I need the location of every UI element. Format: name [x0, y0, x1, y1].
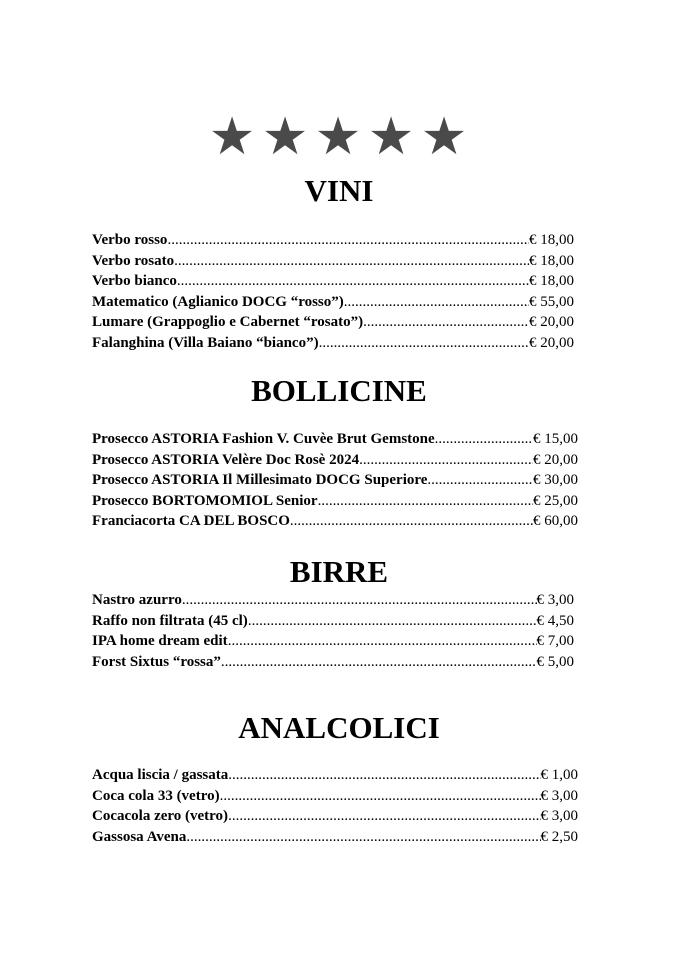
- list-item: [92, 271, 574, 292]
- item-name: Prosecco ASTORIA Fashion V. Cuvèe Brut Gemstone: [92, 431, 435, 447]
- item-price: € 30,00: [533, 472, 578, 488]
- list-item: [92, 312, 574, 333]
- soft-drinks-list: [92, 765, 578, 847]
- leader-dots: [359, 450, 533, 471]
- item-price: € 18,00: [529, 232, 574, 248]
- leader-dots: [174, 251, 529, 272]
- item-price: € 4,50: [536, 612, 574, 629]
- item-name: Forst Sixtus “rossa”: [92, 653, 221, 670]
- item-name: Prosecco ASTORIA Il Millesimato DOCG Superiore: [92, 472, 428, 488]
- section-title-vini: VINI: [304, 173, 374, 208]
- item-name: Verbo rosato: [92, 252, 175, 269]
- leader-dots: [363, 312, 529, 333]
- list-item: [92, 450, 578, 471]
- item-name: Nastro azurro: [92, 592, 182, 608]
- leader-dots: [427, 470, 533, 491]
- item-price: € 3,00: [540, 787, 578, 804]
- item-name: Matematico (Aglianico DOCG “rosso”): [92, 293, 344, 310]
- list-item: [92, 333, 574, 354]
- section-title-analcolici: ANALCOLICI: [238, 710, 440, 745]
- list-item: [92, 652, 574, 673]
- wine-list: [92, 230, 574, 353]
- leader-dots: [221, 652, 537, 673]
- list-item: [92, 631, 574, 652]
- list-item: [92, 765, 578, 786]
- list-item: [92, 429, 578, 450]
- leader-dots: [182, 590, 537, 611]
- item-name: Raffo non filtrata (45 cl): [92, 612, 248, 629]
- item-price: € 1,00: [540, 767, 578, 783]
- list-item: [92, 590, 574, 611]
- item-price: € 3,00: [536, 592, 574, 608]
- leader-dots: [177, 271, 529, 292]
- item-name: Coca cola 33 (vetro): [92, 787, 220, 804]
- item-price: € 20,00: [529, 314, 574, 330]
- item-name: Franciacorta CA DEL BOSCO: [92, 513, 290, 529]
- list-item: [92, 470, 578, 491]
- leader-dots: [344, 292, 529, 313]
- leader-dots: [228, 631, 537, 652]
- star-icon: ★: [208, 109, 258, 166]
- item-name: IPA home dream edit: [92, 633, 228, 649]
- leader-dots: [248, 611, 537, 632]
- item-price: € 20,00: [533, 451, 578, 468]
- section-title-bollicine: BOLLICINE: [251, 373, 427, 408]
- list-item: [92, 786, 578, 807]
- list-item: [92, 491, 578, 512]
- leader-dots: [220, 786, 541, 807]
- item-price: € 2,50: [540, 828, 578, 845]
- item-name: Falanghina (Villa Baiano “bianco”): [92, 334, 319, 351]
- leader-dots: [228, 765, 540, 786]
- item-name: Prosecco ASTORIA Velère Doc Rosè 2024: [92, 451, 360, 468]
- item-name: Prosecco BORTOMOMIOL Senior: [92, 492, 318, 509]
- star-icon: ★: [261, 109, 311, 166]
- item-name: Acqua liscia / gassata: [92, 767, 229, 783]
- list-item: [92, 230, 574, 251]
- leader-dots: [290, 511, 533, 532]
- item-price: € 18,00: [529, 273, 574, 289]
- item-name: Verbo rosso: [92, 232, 168, 248]
- list-item: [92, 251, 574, 272]
- item-price: € 25,00: [533, 492, 578, 509]
- item-name: Cocacola zero (vetro): [92, 808, 229, 824]
- leader-dots: [228, 806, 540, 827]
- item-price: € 5,00: [536, 653, 574, 670]
- item-name: Verbo bianco: [92, 273, 177, 289]
- item-price: € 60,00: [533, 513, 578, 529]
- leader-dots: [435, 429, 533, 450]
- item-price: € 7,00: [536, 633, 574, 649]
- list-item: [92, 511, 578, 532]
- list-item: [92, 292, 574, 313]
- sparkling-list: [92, 429, 578, 532]
- star-icon: ★: [420, 109, 470, 166]
- item-price: € 18,00: [529, 252, 574, 269]
- item-price: € 3,00: [540, 808, 578, 824]
- item-price: € 55,00: [529, 293, 574, 310]
- leader-dots: [318, 491, 533, 512]
- star-icon: ★: [367, 109, 417, 166]
- list-item: [92, 611, 574, 632]
- item-price: € 15,00: [533, 431, 578, 447]
- beer-list: [92, 590, 574, 672]
- leader-dots: [167, 230, 529, 251]
- star-icon: ★: [314, 109, 364, 166]
- list-item: [92, 806, 578, 827]
- leader-dots: [319, 333, 529, 354]
- item-name: Gassosa Avena: [92, 828, 187, 845]
- section-title-birre: BIRRE: [289, 554, 389, 589]
- item-name: Lumare (Grappoglio e Cabernet “rosato”): [92, 314, 364, 330]
- list-item: [92, 827, 578, 848]
- leader-dots: [186, 827, 540, 848]
- item-price: € 20,00: [529, 334, 574, 351]
- star-rating: [0, 109, 678, 166]
